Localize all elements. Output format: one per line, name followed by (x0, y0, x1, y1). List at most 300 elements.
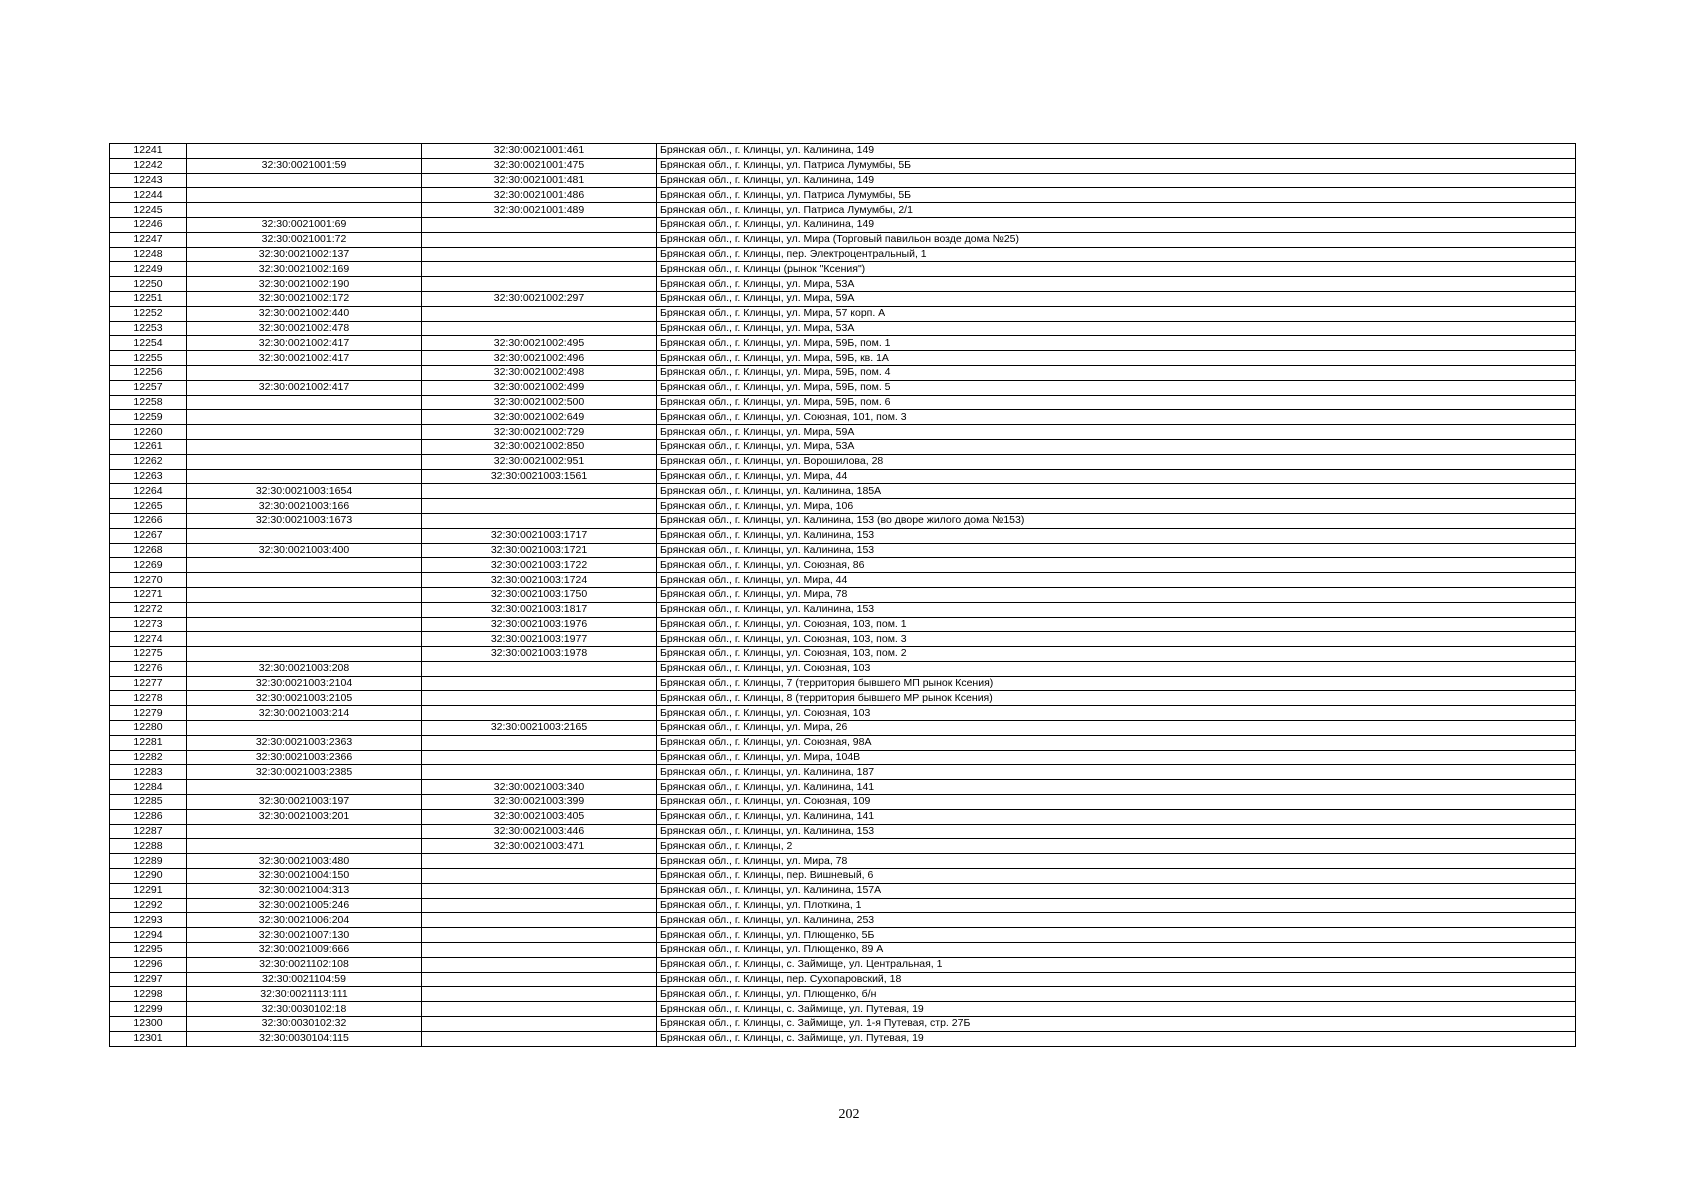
address-cell: Брянская обл., г. Клинцы, ул. Калинина, 149 (657, 217, 1576, 232)
table-row (110, 928, 1576, 943)
address-cell: Брянская обл., г. Клинцы, ул. Плющенко, 89 А (657, 943, 1576, 958)
table-row (110, 365, 1576, 380)
table-row (110, 750, 1576, 765)
building-cadastral-number-cell: 32:30:0021003:471 (422, 839, 657, 854)
address-cell: Брянская обл., г. Клинцы, ул. Союзная, 103, пом. 1 (657, 617, 1576, 632)
table-row (110, 795, 1576, 810)
table-row (110, 721, 1576, 736)
building-cadastral-number-cell (422, 706, 657, 721)
building-cadastral-number-cell: 32:30:0021002:495 (422, 336, 657, 351)
row-number-cell: 12262 (110, 454, 187, 469)
table-row (110, 661, 1576, 676)
address-cell: Брянская обл., г. Клинцы, ул. Калинина, 253 (657, 913, 1576, 928)
building-cadastral-number-cell (422, 247, 657, 262)
building-cadastral-number-cell: 32:30:0021003:1750 (422, 587, 657, 602)
cadastral-number-cell (187, 365, 422, 380)
row-number-cell: 12278 (110, 691, 187, 706)
address-cell: Брянская обл., г. Клинцы, ул. Плющенко, б/н (657, 987, 1576, 1002)
building-cadastral-number-cell (422, 1031, 657, 1046)
address-cell: Брянская обл., г. Клинцы, ул. Мира, 78 (657, 854, 1576, 869)
building-cadastral-number-cell (422, 898, 657, 913)
cadastral-number-cell: 32:30:0021003:480 (187, 854, 422, 869)
address-cell: Брянская обл., г. Клинцы (рынок "Ксения") (657, 262, 1576, 277)
row-number-cell: 12275 (110, 647, 187, 662)
building-cadastral-number-cell: 32:30:0021001:489 (422, 203, 657, 218)
table-row (110, 869, 1576, 884)
address-cell: Брянская обл., г. Клинцы, ул. Мира, 59Б, пом. 6 (657, 395, 1576, 410)
row-number-cell: 12271 (110, 587, 187, 602)
building-cadastral-number-cell (422, 499, 657, 514)
table-row (110, 824, 1576, 839)
cadastral-number-cell: 32:30:0021002:417 (187, 380, 422, 395)
table-row (110, 1017, 1576, 1032)
building-cadastral-number-cell (422, 277, 657, 292)
cadastral-number-cell: 32:30:0021002:137 (187, 247, 422, 262)
registry-table-body (110, 144, 1576, 1047)
row-number-cell: 12247 (110, 232, 187, 247)
row-number-cell: 12294 (110, 928, 187, 943)
building-cadastral-number-cell (422, 661, 657, 676)
page-number: 202 (838, 1107, 860, 1122)
row-number-cell: 12285 (110, 795, 187, 810)
cadastral-number-cell (187, 587, 422, 602)
cadastral-number-cell: 32:30:0021001:59 (187, 158, 422, 173)
table-row (110, 425, 1576, 440)
row-number-cell: 12289 (110, 854, 187, 869)
address-cell: Брянская обл., г. Клинцы, ул. Калинина, 153 (657, 824, 1576, 839)
address-cell: Брянская обл., г. Клинцы, ул. Калинина, 187 (657, 765, 1576, 780)
row-number-cell: 12253 (110, 321, 187, 336)
cadastral-number-cell: 32:30:0021003:2366 (187, 750, 422, 765)
cadastral-number-cell (187, 602, 422, 617)
table-row (110, 217, 1576, 232)
building-cadastral-number-cell (422, 217, 657, 232)
address-cell: Брянская обл., г. Клинцы, ул. Калинина, 141 (657, 780, 1576, 795)
building-cadastral-number-cell: 32:30:0021003:1817 (422, 602, 657, 617)
address-cell: Брянская обл., г. Клинцы, ул. Калинина, 149 (657, 173, 1576, 188)
address-cell: Брянская обл., г. Клинцы, ул. Мира, 44 (657, 469, 1576, 484)
cadastral-number-cell: 32:30:0021003:166 (187, 499, 422, 514)
address-cell: Брянская обл., г. Клинцы, с. Займище, ул. Центральная, 1 (657, 957, 1576, 972)
row-number-cell: 12282 (110, 750, 187, 765)
building-cadastral-number-cell (422, 765, 657, 780)
row-number-cell: 12255 (110, 351, 187, 366)
cadastral-number-cell: 32:30:0021002:417 (187, 336, 422, 351)
building-cadastral-number-cell: 32:30:0021003:1561 (422, 469, 657, 484)
cadastral-number-cell: 32:30:0021003:2385 (187, 765, 422, 780)
building-cadastral-number-cell: 32:30:0021002:649 (422, 410, 657, 425)
address-cell: Брянская обл., г. Клинцы, ул. Калинина, 157А (657, 883, 1576, 898)
address-cell: Брянская обл., г. Клинцы, ул. Калинина, 153 (657, 543, 1576, 558)
row-number-cell: 12264 (110, 484, 187, 499)
table-row (110, 558, 1576, 573)
table-row (110, 484, 1576, 499)
address-cell: Брянская обл., г. Клинцы, ул. Союзная, 103 (657, 706, 1576, 721)
cadastral-number-cell (187, 173, 422, 188)
address-cell: Брянская обл., г. Клинцы, 8 (территория бывшего МР рынок Ксения) (657, 691, 1576, 706)
table-row (110, 898, 1576, 913)
building-cadastral-number-cell: 32:30:0021003:1976 (422, 617, 657, 632)
cadastral-number-cell: 32:30:0021002:169 (187, 262, 422, 277)
row-number-cell: 12268 (110, 543, 187, 558)
cadastral-number-cell (187, 632, 422, 647)
cadastral-number-cell: 32:30:0021002:172 (187, 291, 422, 306)
address-cell: Брянская обл., г. Клинцы, ул. Калинина, 149 (657, 144, 1576, 159)
cadastral-number-cell (187, 839, 422, 854)
table-row (110, 780, 1576, 795)
building-cadastral-number-cell (422, 750, 657, 765)
address-cell: Брянская обл., г. Клинцы, 2 (657, 839, 1576, 854)
table-row (110, 173, 1576, 188)
address-cell: Брянская обл., г. Клинцы, ул. Союзная, 103, пом. 2 (657, 647, 1576, 662)
cadastral-number-cell: 32:30:0021003:1654 (187, 484, 422, 499)
building-cadastral-number-cell: 32:30:0021003:1721 (422, 543, 657, 558)
building-cadastral-number-cell: 32:30:0021001:475 (422, 158, 657, 173)
building-cadastral-number-cell (422, 854, 657, 869)
building-cadastral-number-cell (422, 913, 657, 928)
table-row (110, 499, 1576, 514)
cadastral-number-cell: 32:30:0021003:1673 (187, 513, 422, 528)
cadastral-number-cell (187, 439, 422, 454)
table-row (110, 1002, 1576, 1017)
row-number-cell: 12286 (110, 809, 187, 824)
cadastral-number-cell: 32:30:0021003:2363 (187, 735, 422, 750)
cadastral-number-cell (187, 410, 422, 425)
row-number-cell: 12297 (110, 972, 187, 987)
address-cell: Брянская обл., г. Клинцы, ул. Союзная, 101, пом. 3 (657, 410, 1576, 425)
building-cadastral-number-cell (422, 957, 657, 972)
cadastral-number-cell (187, 144, 422, 159)
building-cadastral-number-cell: 32:30:0021003:1717 (422, 528, 657, 543)
address-cell: Брянская обл., г. Клинцы, ул. Мира, 59Б, кв. 1А (657, 351, 1576, 366)
address-cell: Брянская обл., г. Клинцы, ул. Мира, 53А (657, 277, 1576, 292)
row-number-cell: 12263 (110, 469, 187, 484)
cadastral-number-cell: 32:30:0021002:417 (187, 351, 422, 366)
cadastral-number-cell (187, 395, 422, 410)
row-number-cell: 12272 (110, 602, 187, 617)
address-cell: Брянская обл., г. Клинцы, с. Займище, ул. 1-я Путевая, стр. 27Б (657, 1017, 1576, 1032)
row-number-cell: 12248 (110, 247, 187, 262)
row-number-cell: 12249 (110, 262, 187, 277)
cadastral-number-cell: 32:30:0021003:2105 (187, 691, 422, 706)
cadastral-number-cell: 32:30:0030102:18 (187, 1002, 422, 1017)
cadastral-number-cell: 32:30:0021009:666 (187, 943, 422, 958)
cadastral-number-cell (187, 780, 422, 795)
row-number-cell: 12300 (110, 1017, 187, 1032)
row-number-cell: 12288 (110, 839, 187, 854)
table-row (110, 410, 1576, 425)
cadastral-number-cell (187, 617, 422, 632)
address-cell: Брянская обл., г. Клинцы, ул. Патриса Лумумбы, 5Б (657, 188, 1576, 203)
table-row (110, 262, 1576, 277)
row-number-cell: 12280 (110, 721, 187, 736)
building-cadastral-number-cell: 32:30:0021003:446 (422, 824, 657, 839)
row-number-cell: 12250 (110, 277, 187, 292)
cadastral-number-cell: 32:30:0021002:440 (187, 306, 422, 321)
cadastral-number-cell: 32:30:0021001:72 (187, 232, 422, 247)
cadastral-number-cell: 32:30:0021003:197 (187, 795, 422, 810)
table-row (110, 765, 1576, 780)
cadastral-number-cell: 32:30:0021006:204 (187, 913, 422, 928)
address-cell: Брянская обл., г. Клинцы, ул. Мира, 59Б, пом. 5 (657, 380, 1576, 395)
row-number-cell: 12283 (110, 765, 187, 780)
row-number-cell: 12279 (110, 706, 187, 721)
building-cadastral-number-cell: 32:30:0021002:500 (422, 395, 657, 410)
table-row (110, 913, 1576, 928)
table-row (110, 647, 1576, 662)
address-cell: Брянская обл., г. Клинцы, ул. Мира, 59Б, пом. 1 (657, 336, 1576, 351)
cadastral-number-cell: 32:30:0021102:108 (187, 957, 422, 972)
row-number-cell: 12284 (110, 780, 187, 795)
row-number-cell: 12299 (110, 1002, 187, 1017)
address-cell: Брянская обл., г. Клинцы, ул. Мира, 44 (657, 573, 1576, 588)
row-number-cell: 12292 (110, 898, 187, 913)
address-cell: Брянская обл., г. Клинцы, пер. Электроцентральный, 1 (657, 247, 1576, 262)
building-cadastral-number-cell: 32:30:0021003:399 (422, 795, 657, 810)
building-cadastral-number-cell (422, 321, 657, 336)
address-cell: Брянская обл., г. Клинцы, пер. Сухопаровский, 18 (657, 972, 1576, 987)
building-cadastral-number-cell: 32:30:0021003:405 (422, 809, 657, 824)
row-number-cell: 12251 (110, 291, 187, 306)
table-row (110, 321, 1576, 336)
row-number-cell: 12267 (110, 528, 187, 543)
address-cell: Брянская обл., г. Клинцы, ул. Союзная, 98А (657, 735, 1576, 750)
building-cadastral-number-cell: 32:30:0021003:1724 (422, 573, 657, 588)
address-cell: Брянская обл., г. Клинцы, ул. Мира (Торговый павильон возде дома №25) (657, 232, 1576, 247)
table-row (110, 987, 1576, 1002)
table-row (110, 587, 1576, 602)
building-cadastral-number-cell (422, 883, 657, 898)
cadastral-number-cell (187, 203, 422, 218)
table-row (110, 735, 1576, 750)
building-cadastral-number-cell (422, 972, 657, 987)
cadastral-number-cell (187, 454, 422, 469)
address-cell: Брянская обл., г. Клинцы, ул. Патриса Лумумбы, 5Б (657, 158, 1576, 173)
registry-table (109, 143, 1576, 1047)
table-row (110, 277, 1576, 292)
row-number-cell: 12296 (110, 957, 187, 972)
address-cell: Брянская обл., г. Клинцы, пер. Вишневый, 6 (657, 869, 1576, 884)
table-row (110, 706, 1576, 721)
address-cell: Брянская обл., г. Клинцы, с. Займище, ул. Путевая, 19 (657, 1031, 1576, 1046)
row-number-cell: 12301 (110, 1031, 187, 1046)
cadastral-number-cell: 32:30:0021113:111 (187, 987, 422, 1002)
address-cell: Брянская обл., г. Клинцы, ул. Калинина, 141 (657, 809, 1576, 824)
table-row (110, 839, 1576, 854)
cadastral-number-cell (187, 558, 422, 573)
address-cell: Брянская обл., г. Клинцы, ул. Мира, 104В (657, 750, 1576, 765)
cadastral-number-cell: 32:30:0021003:2104 (187, 676, 422, 691)
row-number-cell: 12276 (110, 661, 187, 676)
row-number-cell: 12274 (110, 632, 187, 647)
building-cadastral-number-cell: 32:30:0021001:481 (422, 173, 657, 188)
building-cadastral-number-cell (422, 306, 657, 321)
table-row (110, 232, 1576, 247)
cadastral-number-cell (187, 824, 422, 839)
building-cadastral-number-cell (422, 691, 657, 706)
row-number-cell: 12293 (110, 913, 187, 928)
row-number-cell: 12256 (110, 365, 187, 380)
building-cadastral-number-cell: 32:30:0021002:729 (422, 425, 657, 440)
building-cadastral-number-cell: 32:30:0021002:496 (422, 351, 657, 366)
address-cell: Брянская обл., г. Клинцы, ул. Мира, 53А (657, 321, 1576, 336)
building-cadastral-number-cell (422, 928, 657, 943)
address-cell: Брянская обл., г. Клинцы, ул. Калинина, 153 (во дворе жилого дома №153) (657, 513, 1576, 528)
cadastral-number-cell: 32:30:0021003:400 (187, 543, 422, 558)
table-row (110, 395, 1576, 410)
building-cadastral-number-cell: 32:30:0021003:2165 (422, 721, 657, 736)
cadastral-number-cell: 32:30:0021003:208 (187, 661, 422, 676)
building-cadastral-number-cell (422, 262, 657, 277)
address-cell: Брянская обл., г. Клинцы, ул. Калинина, 153 (657, 528, 1576, 543)
table-row (110, 380, 1576, 395)
table-row (110, 883, 1576, 898)
row-number-cell: 12259 (110, 410, 187, 425)
row-number-cell: 12244 (110, 188, 187, 203)
table-row (110, 957, 1576, 972)
row-number-cell: 12295 (110, 943, 187, 958)
address-cell: Брянская обл., г. Клинцы, ул. Союзная, 86 (657, 558, 1576, 573)
cadastral-number-cell: 32:30:0021001:69 (187, 217, 422, 232)
row-number-cell: 12298 (110, 987, 187, 1002)
address-cell: Брянская обл., г. Клинцы, ул. Мира, 59А (657, 425, 1576, 440)
building-cadastral-number-cell (422, 943, 657, 958)
table-row (110, 543, 1576, 558)
row-number-cell: 12287 (110, 824, 187, 839)
building-cadastral-number-cell (422, 484, 657, 499)
address-cell: Брянская обл., г. Клинцы, ул. Плоткина, 1 (657, 898, 1576, 913)
table-row (110, 454, 1576, 469)
table-row (110, 691, 1576, 706)
cadastral-number-cell: 32:30:0021003:214 (187, 706, 422, 721)
table-row (110, 513, 1576, 528)
building-cadastral-number-cell: 32:30:0021002:297 (422, 291, 657, 306)
row-number-cell: 12270 (110, 573, 187, 588)
building-cadastral-number-cell (422, 869, 657, 884)
cadastral-number-cell: 32:30:0021002:478 (187, 321, 422, 336)
address-cell: Брянская обл., г. Клинцы, ул. Ворошилова, 28 (657, 454, 1576, 469)
address-cell: Брянская обл., г. Клинцы, ул. Мира, 59Б, пом. 4 (657, 365, 1576, 380)
building-cadastral-number-cell (422, 232, 657, 247)
building-cadastral-number-cell: 32:30:0021001:461 (422, 144, 657, 159)
address-cell: Брянская обл., г. Клинцы, ул. Калинина, 153 (657, 602, 1576, 617)
table-row (110, 469, 1576, 484)
row-number-cell: 12260 (110, 425, 187, 440)
table-row (110, 351, 1576, 366)
table-row (110, 291, 1576, 306)
address-cell: Брянская обл., г. Клинцы, 7 (территория бывшего МП рынок Ксения) (657, 676, 1576, 691)
building-cadastral-number-cell: 32:30:0021003:340 (422, 780, 657, 795)
address-cell: Брянская обл., г. Клинцы, ул. Плющенко, 5Б (657, 928, 1576, 943)
building-cadastral-number-cell: 32:30:0021003:1978 (422, 647, 657, 662)
cadastral-number-cell (187, 469, 422, 484)
building-cadastral-number-cell: 32:30:0021002:951 (422, 454, 657, 469)
address-cell: Брянская обл., г. Клинцы, ул. Мира, 59А (657, 291, 1576, 306)
building-cadastral-number-cell: 32:30:0021002:499 (422, 380, 657, 395)
cadastral-number-cell (187, 528, 422, 543)
address-cell: Брянская обл., г. Клинцы, ул. Союзная, 109 (657, 795, 1576, 810)
table-row (110, 809, 1576, 824)
building-cadastral-number-cell (422, 676, 657, 691)
table-row (110, 439, 1576, 454)
row-number-cell: 12258 (110, 395, 187, 410)
table-row (110, 943, 1576, 958)
table-row (110, 602, 1576, 617)
row-number-cell: 12252 (110, 306, 187, 321)
row-number-cell: 12265 (110, 499, 187, 514)
table-row (110, 617, 1576, 632)
cadastral-number-cell: 32:30:0021002:190 (187, 277, 422, 292)
table-row (110, 247, 1576, 262)
address-cell: Брянская обл., г. Клинцы, ул. Мира, 78 (657, 587, 1576, 602)
row-number-cell: 12245 (110, 203, 187, 218)
table-row (110, 144, 1576, 159)
cadastral-number-cell: 32:30:0021004:150 (187, 869, 422, 884)
building-cadastral-number-cell: 32:30:0021003:1722 (422, 558, 657, 573)
cadastral-number-cell: 32:30:0021003:201 (187, 809, 422, 824)
row-number-cell: 12246 (110, 217, 187, 232)
row-number-cell: 12243 (110, 173, 187, 188)
table-row (110, 188, 1576, 203)
building-cadastral-number-cell: 32:30:0021003:1977 (422, 632, 657, 647)
row-number-cell: 12291 (110, 883, 187, 898)
cadastral-number-cell: 32:30:0030104:115 (187, 1031, 422, 1046)
cadastral-number-cell: 32:30:0030102:32 (187, 1017, 422, 1032)
table-row (110, 528, 1576, 543)
address-cell: Брянская обл., г. Клинцы, с. Займище, ул. Путевая, 19 (657, 1002, 1576, 1017)
building-cadastral-number-cell: 32:30:0021001:486 (422, 188, 657, 203)
row-number-cell: 12290 (110, 869, 187, 884)
table-row (110, 972, 1576, 987)
building-cadastral-number-cell (422, 735, 657, 750)
table-row (110, 306, 1576, 321)
table-row (110, 632, 1576, 647)
building-cadastral-number-cell (422, 987, 657, 1002)
building-cadastral-number-cell: 32:30:0021002:498 (422, 365, 657, 380)
address-cell: Брянская обл., г. Клинцы, ул. Патриса Лумумбы, 2/1 (657, 203, 1576, 218)
cadastral-number-cell (187, 573, 422, 588)
row-number-cell: 12254 (110, 336, 187, 351)
cadastral-number-cell (187, 721, 422, 736)
row-number-cell: 12266 (110, 513, 187, 528)
cadastral-number-cell: 32:30:0021005:246 (187, 898, 422, 913)
cadastral-number-cell: 32:30:0021007:130 (187, 928, 422, 943)
address-cell: Брянская обл., г. Клинцы, ул. Калинина, 185А (657, 484, 1576, 499)
cadastral-number-cell: 32:30:0021104:59 (187, 972, 422, 987)
table-row (110, 854, 1576, 869)
row-number-cell: 12241 (110, 144, 187, 159)
address-cell: Брянская обл., г. Клинцы, ул. Мира, 26 (657, 721, 1576, 736)
building-cadastral-number-cell (422, 1017, 657, 1032)
cadastral-number-cell (187, 647, 422, 662)
row-number-cell: 12261 (110, 439, 187, 454)
address-cell: Брянская обл., г. Клинцы, ул. Союзная, 103, пом. 3 (657, 632, 1576, 647)
table-row (110, 573, 1576, 588)
row-number-cell: 12277 (110, 676, 187, 691)
cadastral-number-cell (187, 188, 422, 203)
address-cell: Брянская обл., г. Клинцы, ул. Мира, 53А (657, 439, 1576, 454)
row-number-cell: 12273 (110, 617, 187, 632)
table-row (110, 1031, 1576, 1046)
cadastral-number-cell: 32:30:0021004:313 (187, 883, 422, 898)
cadastral-number-cell (187, 425, 422, 440)
row-number-cell: 12257 (110, 380, 187, 395)
row-number-cell: 12269 (110, 558, 187, 573)
table-row (110, 158, 1576, 173)
building-cadastral-number-cell (422, 513, 657, 528)
address-cell: Брянская обл., г. Клинцы, ул. Союзная, 103 (657, 661, 1576, 676)
row-number-cell: 12281 (110, 735, 187, 750)
